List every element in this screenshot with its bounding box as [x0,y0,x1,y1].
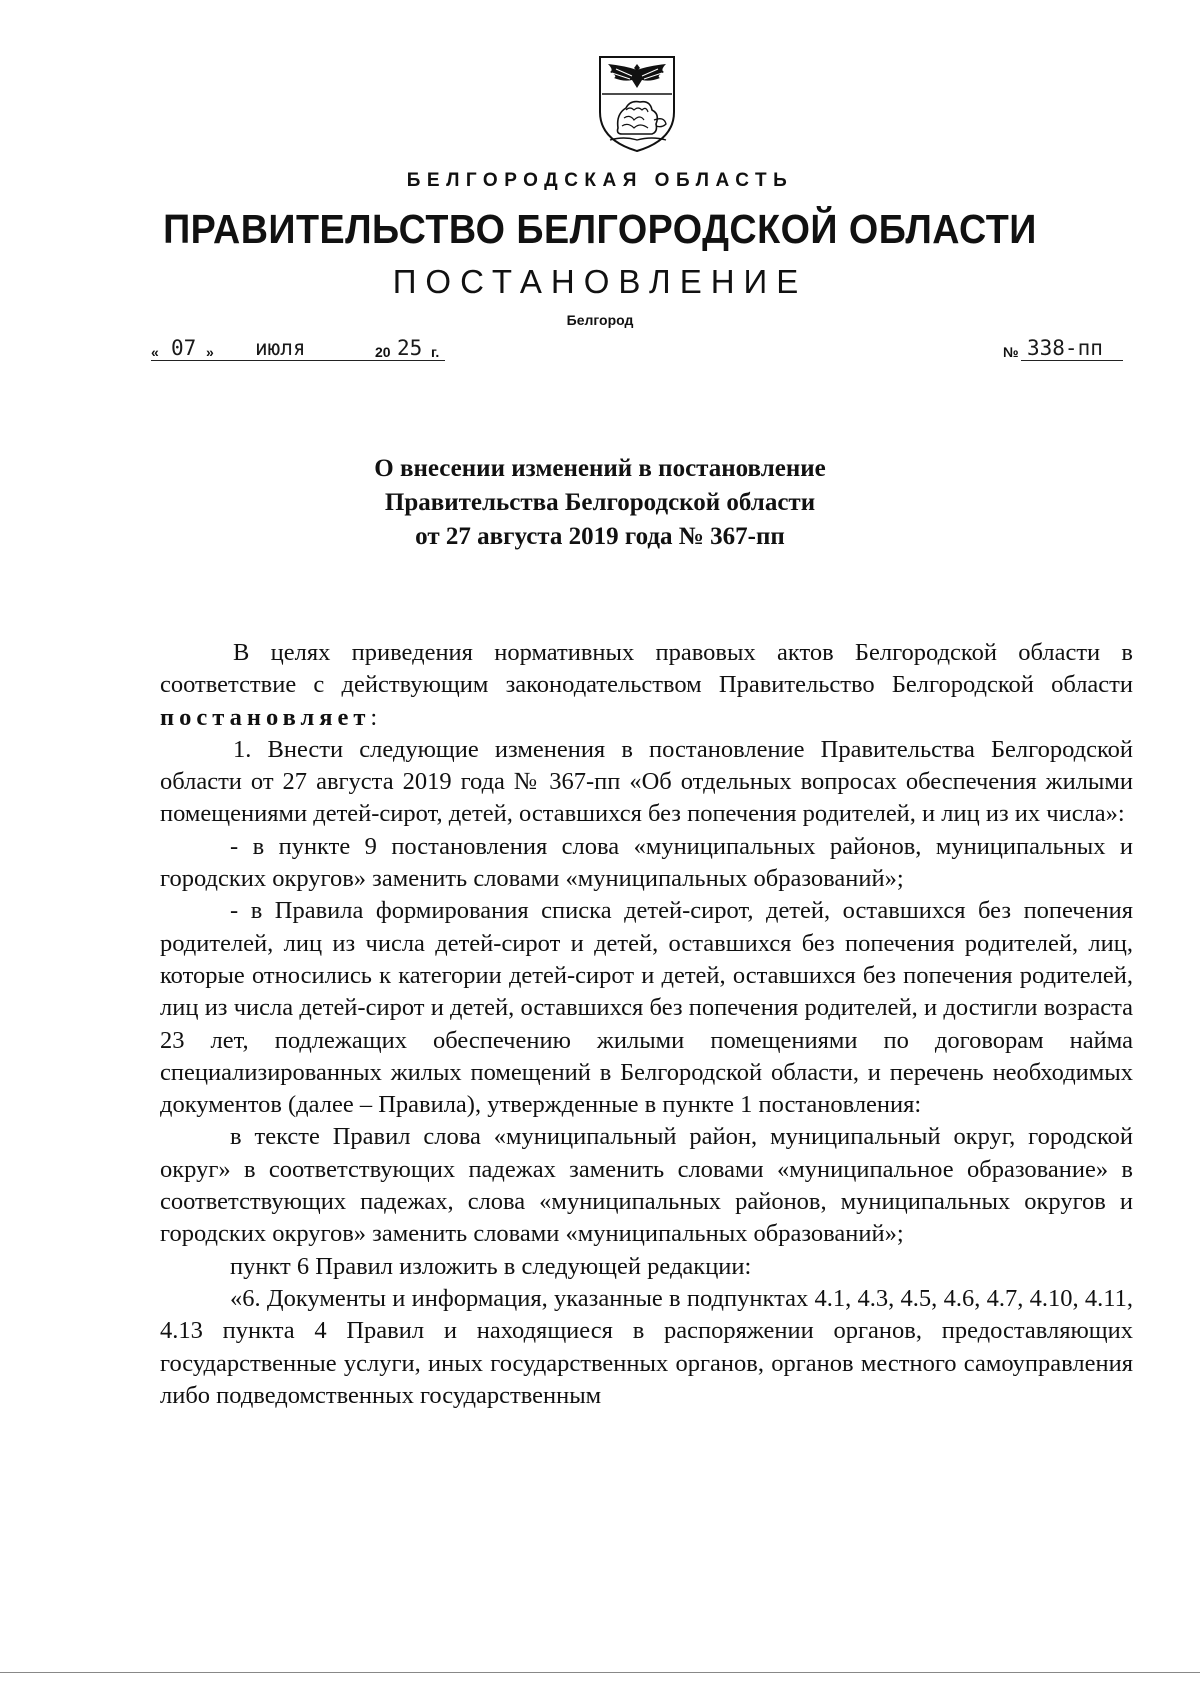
paragraph-change-point-9: - в пункте 9 постановления слова «муниципальных районов, муниципальных и городских округов» заменить словами «муниципальных образований»; [160,832,1133,893]
dateline [151,336,1125,370]
date-year-suffix: 25 [397,336,423,360]
preamble-end: : [370,703,378,731]
title-line-1: О внесении изменений в постановление [374,455,826,482]
coat-of-arms-icon [596,54,678,154]
date-year-prefix: 20 [375,344,391,360]
paragraph-item-1: 1. Внести следующие изменения в постановление Правительства Белгородской области от 27 августа 2019 года № 367-пп «Об отдельных вопросах обеспечения жилыми помещениями детей-сирот, детей, оставшихся без попечения родителей, и лиц из их числа»: [160,735,1133,828]
date-close-quote: » [206,344,214,360]
date-year-abbr: г. [431,344,440,360]
year-underline [371,360,445,361]
document-type: ПОСТАНОВЛЕНИЕ [392,263,808,300]
document-number: 338-пп [1027,336,1103,360]
number-underline [1021,360,1123,361]
month-underline [221,360,371,361]
paragraph-preamble [160,637,1133,734]
document-body [160,637,1133,1412]
date-open-quote: « [151,344,159,360]
document-title [0,452,1200,554]
day-underline [151,360,221,361]
government-name: ПРАВИТЕЛЬСТВО БЕЛГОРОДСКОЙ ОБЛАСТИ [163,206,1037,252]
date-month: июля [255,336,306,360]
title-line-3: от 27 августа 2019 года № 367-пп [415,523,785,550]
paragraph-new-point-6: «6. Документы и информация, указанные в подпунктах 4.1, 4.3, 4.5, 4.6, 4.7, 4.10, 4.11, 4.13 пункта 4 Правил и находящиеся в распоряжении органов, предоставляющих государственные услуги, иных государственных органов, органов местного самоуправления либо подведомственных государственным [160,1284,1133,1409]
number-label: № [1003,344,1019,360]
paragraph-rules-text: в тексте Правил слова «муниципальный район, муниципальный округ, городской округ» в соответствующих падежах заменить словами «муниципальное образование» в соответствующих падежах, слова «муниципальных районов, муниципальных округов и городских округов» заменить словами «муниципальных образований»; [160,1123,1133,1248]
paragraph-change-rules: - в Правила формирования списка детей-сирот, детей, оставшихся без попечения родителей, лиц из числа детей-сирот и детей, оставшихся без попечения родителей, лиц, которые относились к категории детей-сирот и детей, оставшихся без попечения родителей, лиц из числа детей-сирот и детей, оставшихся без попечения родителей, и достигли возраста 23 лет, подлежащих обеспечению жилыми помещениями по договорам найма специализированных жилых помещений в Белгородской области, и перечень необходимых документов (далее – Правила), утвержденные в пункте 1 постановления: [160,897,1133,1119]
date-day: 07 [171,336,197,360]
region-name: БЕЛГОРОДСКАЯ ОБЛАСТЬ [406,170,794,191]
city-name: Белгород [566,312,634,328]
resolves-word: постановляет [160,703,371,731]
preamble-text: В целях приведения нормативных правовых актов Белгородской области в соответствие с действующим законодательством Правительство Белгородской области [160,639,1133,699]
title-line-2: Правительства Белгородской области [384,489,816,516]
paragraph-rules-point-6: пункт 6 Правил изложить в следующей редакции: [230,1252,752,1280]
page-bottom-rule [0,1672,1200,1673]
